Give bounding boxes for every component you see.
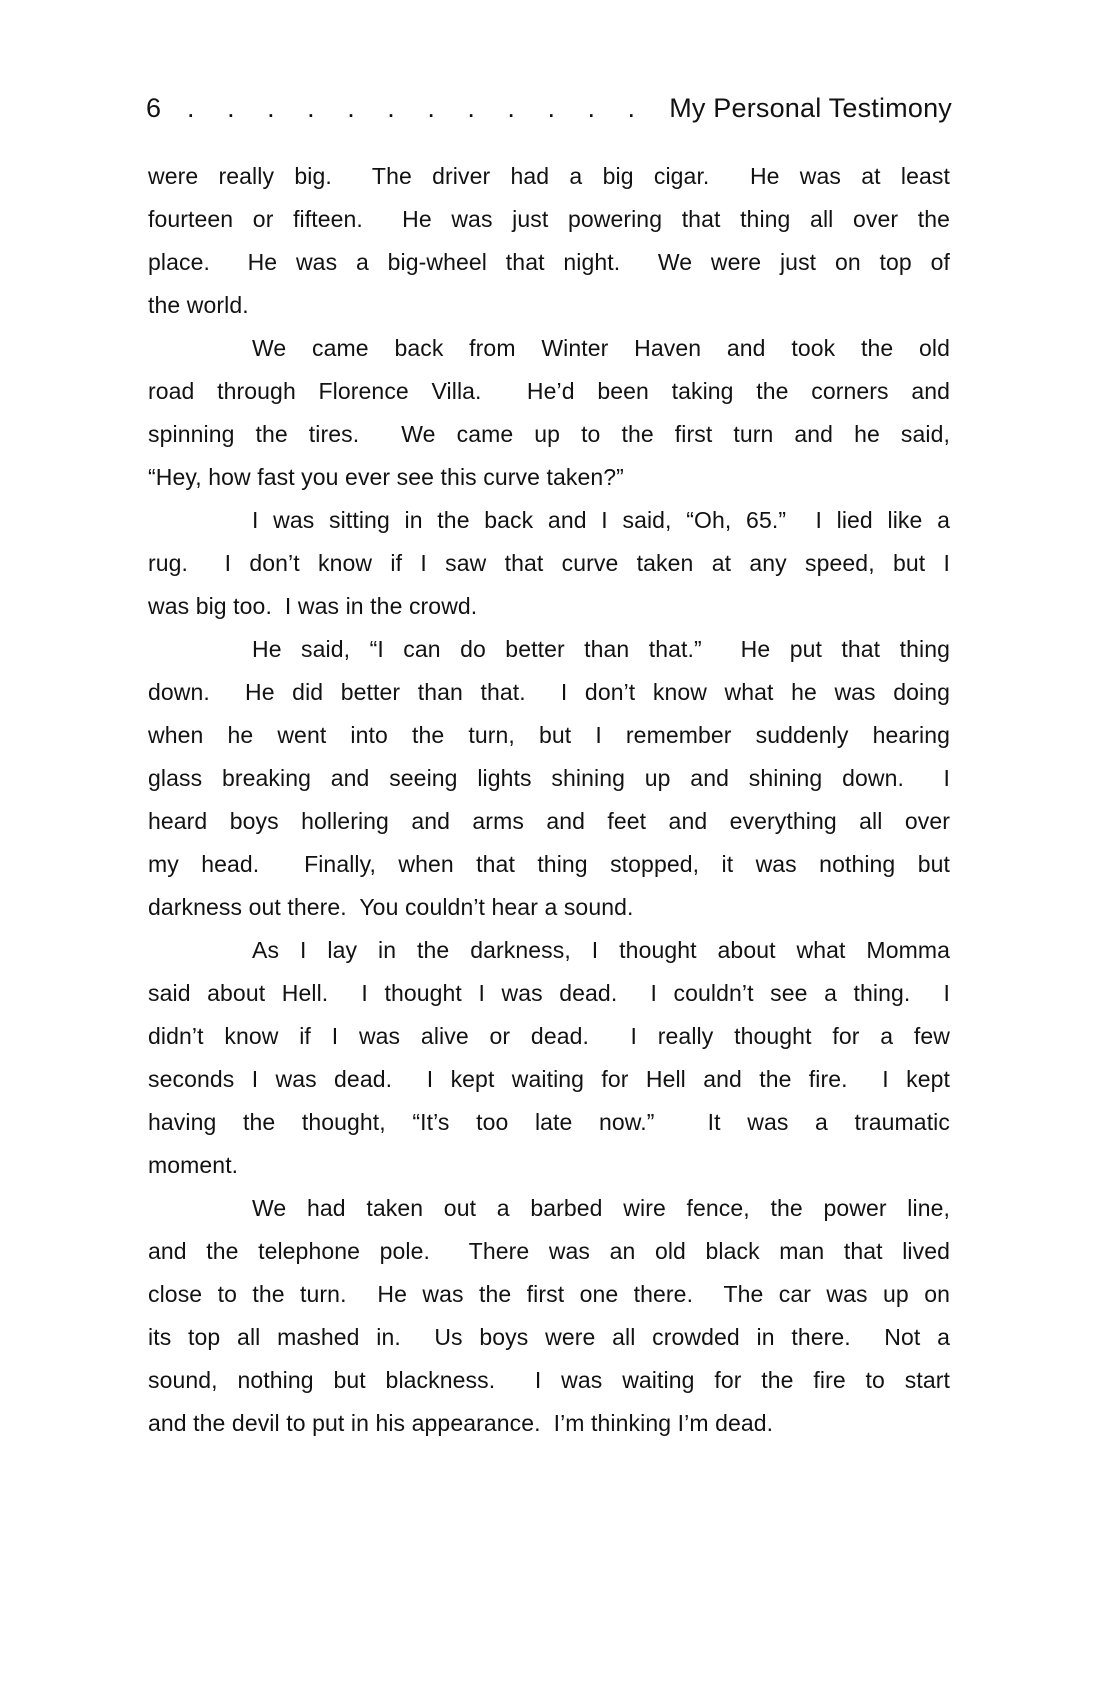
text-line: place. He was a big-wheel that night. We were just on top of — [148, 249, 950, 275]
page-body — [148, 155, 950, 1445]
text-line: its top all mashed in. Us boys were all crowded in there. Not a — [148, 1324, 950, 1350]
dot-leader — [187, 95, 635, 122]
text-line: said about Hell. I thought I was dead. I couldn’t see a thing. I — [148, 980, 950, 1006]
paragraph — [148, 929, 950, 1187]
text-line: I was sitting in the back and I said, “Oh, 65.” I lied like a — [252, 507, 950, 533]
leader-dot: . — [267, 93, 275, 123]
paragraph — [148, 628, 950, 929]
paragraph — [148, 327, 950, 499]
text-line: We had taken out a barbed wire fence, the power line, — [252, 1195, 950, 1221]
text-line: having the thought, “It’s too late now.” It was a traumatic — [148, 1109, 950, 1135]
text-line: when he went into the turn, but I remember suddenly hearing — [148, 722, 950, 748]
leader-dot: . — [507, 93, 515, 123]
page-number: 6 — [146, 93, 162, 123]
text-line: were really big. The driver had a big cigar. He was at least — [148, 163, 950, 189]
leader-dot: . — [227, 93, 235, 123]
paragraph — [148, 155, 950, 327]
text-line: sound, nothing but blackness. I was waiting for the fire to start — [148, 1367, 950, 1393]
leader-dot: . — [547, 93, 555, 123]
text-line: darkness out there. You couldn’t hear a sound. — [148, 894, 634, 920]
text-line: rug. I don’t know if I saw that curve taken at any speed, but I — [148, 550, 950, 576]
leader-dot: . — [627, 93, 636, 123]
text-line: glass breaking and seeing lights shining up and shining down. I — [148, 765, 950, 791]
running-title: My Personal Testimony — [669, 93, 952, 123]
text-line: close to the turn. He was the first one there. The car was up on — [148, 1281, 950, 1307]
leader-dot: . — [467, 93, 475, 123]
leader-dot: . — [387, 93, 395, 123]
text-line: As I lay in the darkness, I thought about what Momma — [252, 937, 950, 963]
text-line: fourteen or fifteen. He was just powering that thing all over the — [148, 206, 950, 232]
text-line: down. He did better than that. I don’t know what he was doing — [148, 679, 950, 705]
text-line: and the devil to put in his appearance. I’m thinking I’m dead. — [148, 1410, 774, 1436]
text-line: seconds I was dead. I kept waiting for Hell and the fire. I kept — [148, 1066, 950, 1092]
text-line: the world. — [148, 292, 249, 318]
leader-dot: . — [347, 93, 355, 123]
text-line: didn’t know if I was alive or dead. I really thought for a few — [148, 1023, 950, 1049]
text-line: moment. — [148, 1152, 239, 1178]
text-line: We came back from Winter Haven and took the old — [252, 335, 950, 361]
text-line: He said, “I can do better than that.” He put that thing — [252, 636, 950, 662]
leader-dot: . — [307, 93, 315, 123]
leader-dot: . — [587, 93, 596, 123]
text-line: heard boys hollering and arms and feet and everything all over — [148, 808, 950, 834]
page-header — [146, 90, 952, 126]
text-line: spinning the tires. We came up to the first turn and he said, — [148, 421, 950, 447]
text-line: my head. Finally, when that thing stopped, it was nothing but — [148, 851, 950, 877]
paragraph — [148, 1187, 950, 1445]
leader-dot: . — [427, 93, 435, 123]
text-line: road through Florence Villa. He’d been taking the corners and — [148, 378, 950, 404]
paragraph — [148, 499, 950, 628]
text-line: and the telephone pole. There was an old black man that lived — [148, 1238, 950, 1264]
text-line: was big too. I was in the crowd. — [148, 593, 478, 619]
leader-dot: . — [187, 93, 195, 123]
text-line: “Hey, how fast you ever see this curve taken?” — [148, 464, 624, 490]
